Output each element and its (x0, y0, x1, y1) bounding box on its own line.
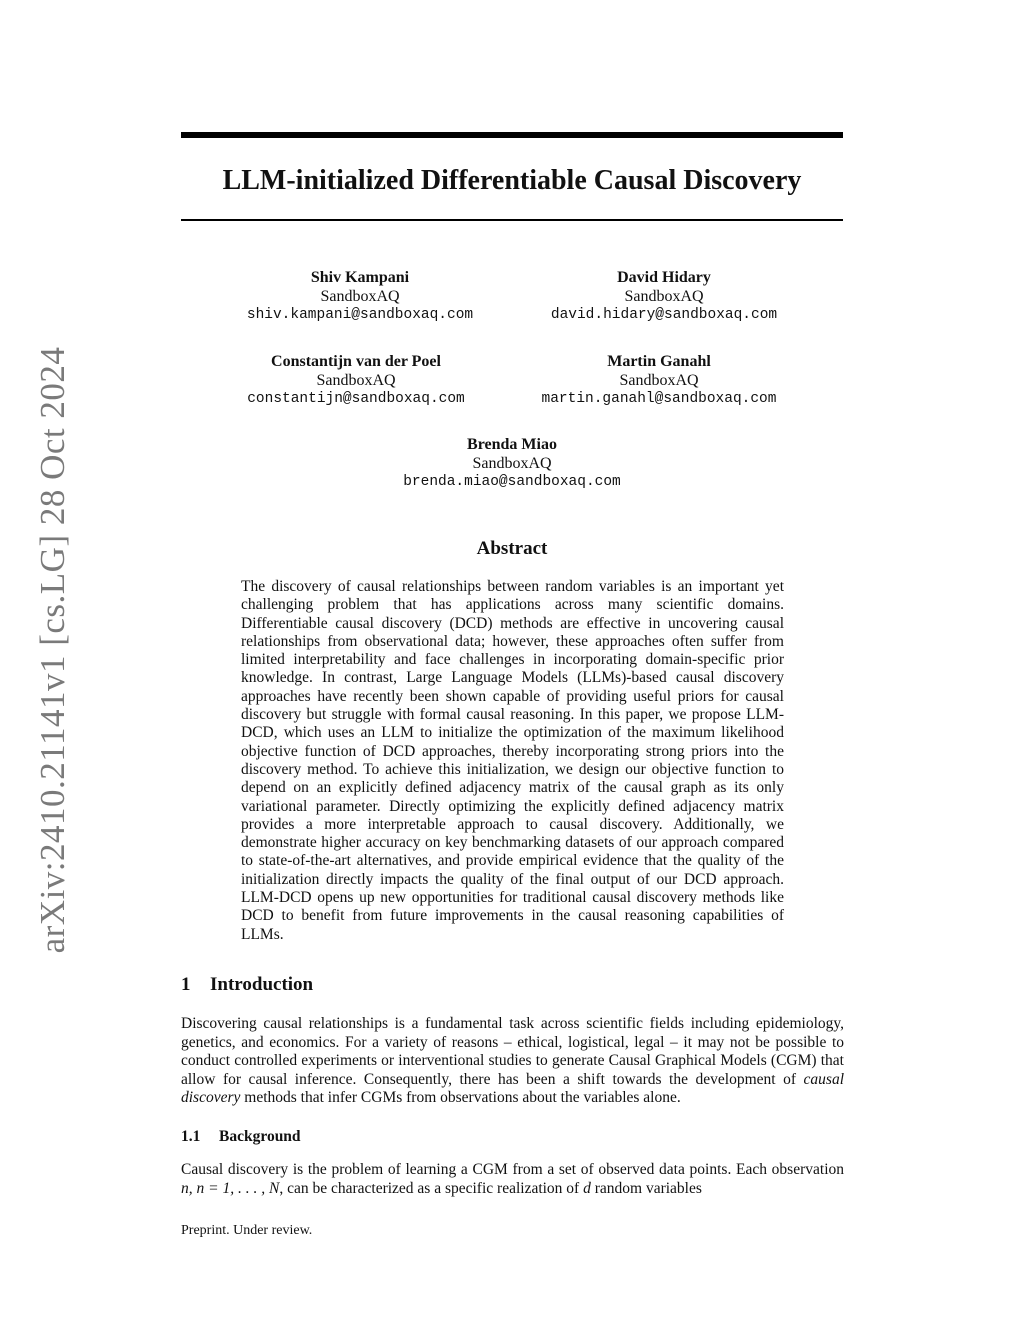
author-affiliation: SandboxAQ (316, 372, 396, 389)
paper-title: LLM-initialized Differentiable Causal Discovery (222, 165, 802, 196)
author-block (504, 268, 824, 325)
author-name: David Hidary (617, 269, 711, 286)
author-name: Constantijn van der Poel (271, 353, 441, 370)
intro-emphasis: causal discovery (181, 1070, 844, 1107)
author-name: Brenda Miao (467, 436, 557, 453)
title-top-rule (181, 132, 843, 138)
author-email: martin.ganahl@sandboxaq.com (541, 391, 777, 407)
author-email: constantijn@sandboxaq.com (247, 391, 465, 407)
arxiv-identifier-stamp: arXiv:2410.21141v1 [cs.LG] 28 Oct 2024 (33, 346, 72, 954)
preprint-footer: Preprint. Under review. (181, 1223, 313, 1238)
background-paragraph (181, 1161, 844, 1198)
author-block (499, 352, 819, 409)
author-name: Shiv Kampani (310, 269, 410, 286)
subsection-number: 1.1 (181, 1128, 201, 1145)
section-heading-introduction (181, 973, 313, 997)
introduction-paragraph (181, 1015, 844, 1108)
author-email: david.hidary@sandboxaq.com (550, 307, 778, 323)
section-number: 1 (181, 974, 191, 995)
author-email: brenda.miao@sandboxaq.com (403, 474, 621, 490)
author-block (352, 435, 672, 492)
author-email: shiv.kampani@sandboxaq.com (246, 307, 474, 323)
author-block (200, 268, 520, 325)
title-bottom-rule (181, 219, 843, 221)
section-title: Introduction (210, 974, 314, 995)
abstract-text: The discovery of causal relationships between random variables is an important yet challenging problem that has applications across many scientific domains. Differentiable causal discovery (DCD) methods are effective in uncovering causal relationships from observational data; however, these approaches often suffer from limited interpretability and face challenges in incorporating domain-specific prior knowledge. In contrast, Large Language Models (LLMs)-based causal discovery approaches have recently been shown capable of providing useful priors for causal discovery but struggle with formal causal reasoning. In this paper, we propose LLM-DCD, which uses an LLM to initialize the optimization of the maximum likelihood objective function of DCD approaches, thereby incorporating strong priors into the discovery method. To achieve this initialization, we design our objective function to depend on an explicitly defined adjacency matrix of the causal graph as its only variational parameter. Directly optimizing the explicitly defined adjacency matrix provides a more interpretable approach to causal discovery. Additionally, we demonstrate higher accuracy on key benchmarking datasets of our approach compared to state-of-the-art alternatives, and provide empirical evidence that the quality of the initialization directly impacts the quality of the final output of our DCD approach. LLM-DCD opens up new opportunities for traditional causal discovery methods like DCD to benefit from future improvements in the causal reasoning capabilities of LLMs. (241, 578, 784, 943)
intro-text: Discovering causal relationships is a fundamental task across scientific fields including epidemiology, genetics, and economics. For a variety of reasons – ethical, logistical, legal – it may not be possible to conduct controlled experiments or interventional studies to generate Causal Graphical Models (CGM) that allow for causal inference. Consequently, there has been a shift towards the development of (181, 1015, 844, 1088)
math-observation-index: n, n = 1, . . . , N (181, 1179, 280, 1197)
author-affiliation: SandboxAQ (320, 288, 400, 305)
math-variable-count: d (583, 1179, 591, 1197)
background-text: Causal discovery is the problem of learning a CGM from a set of observed data points. Each observation (181, 1161, 844, 1178)
author-affiliation: SandboxAQ (472, 455, 552, 472)
author-affiliation: SandboxAQ (624, 288, 704, 305)
intro-text-tail: methods that infer CGMs from observations about the variables alone. (240, 1089, 681, 1107)
abstract-heading: Abstract (476, 538, 548, 559)
subsection-heading-background (181, 1127, 301, 1147)
author-block (196, 352, 516, 409)
subsection-title: Background (219, 1128, 301, 1145)
background-text-3: random variables (590, 1179, 702, 1197)
background-text-2: , can be characterized as a specific realization of (279, 1179, 584, 1197)
author-name: Martin Ganahl (607, 353, 711, 370)
author-affiliation: SandboxAQ (619, 372, 699, 389)
